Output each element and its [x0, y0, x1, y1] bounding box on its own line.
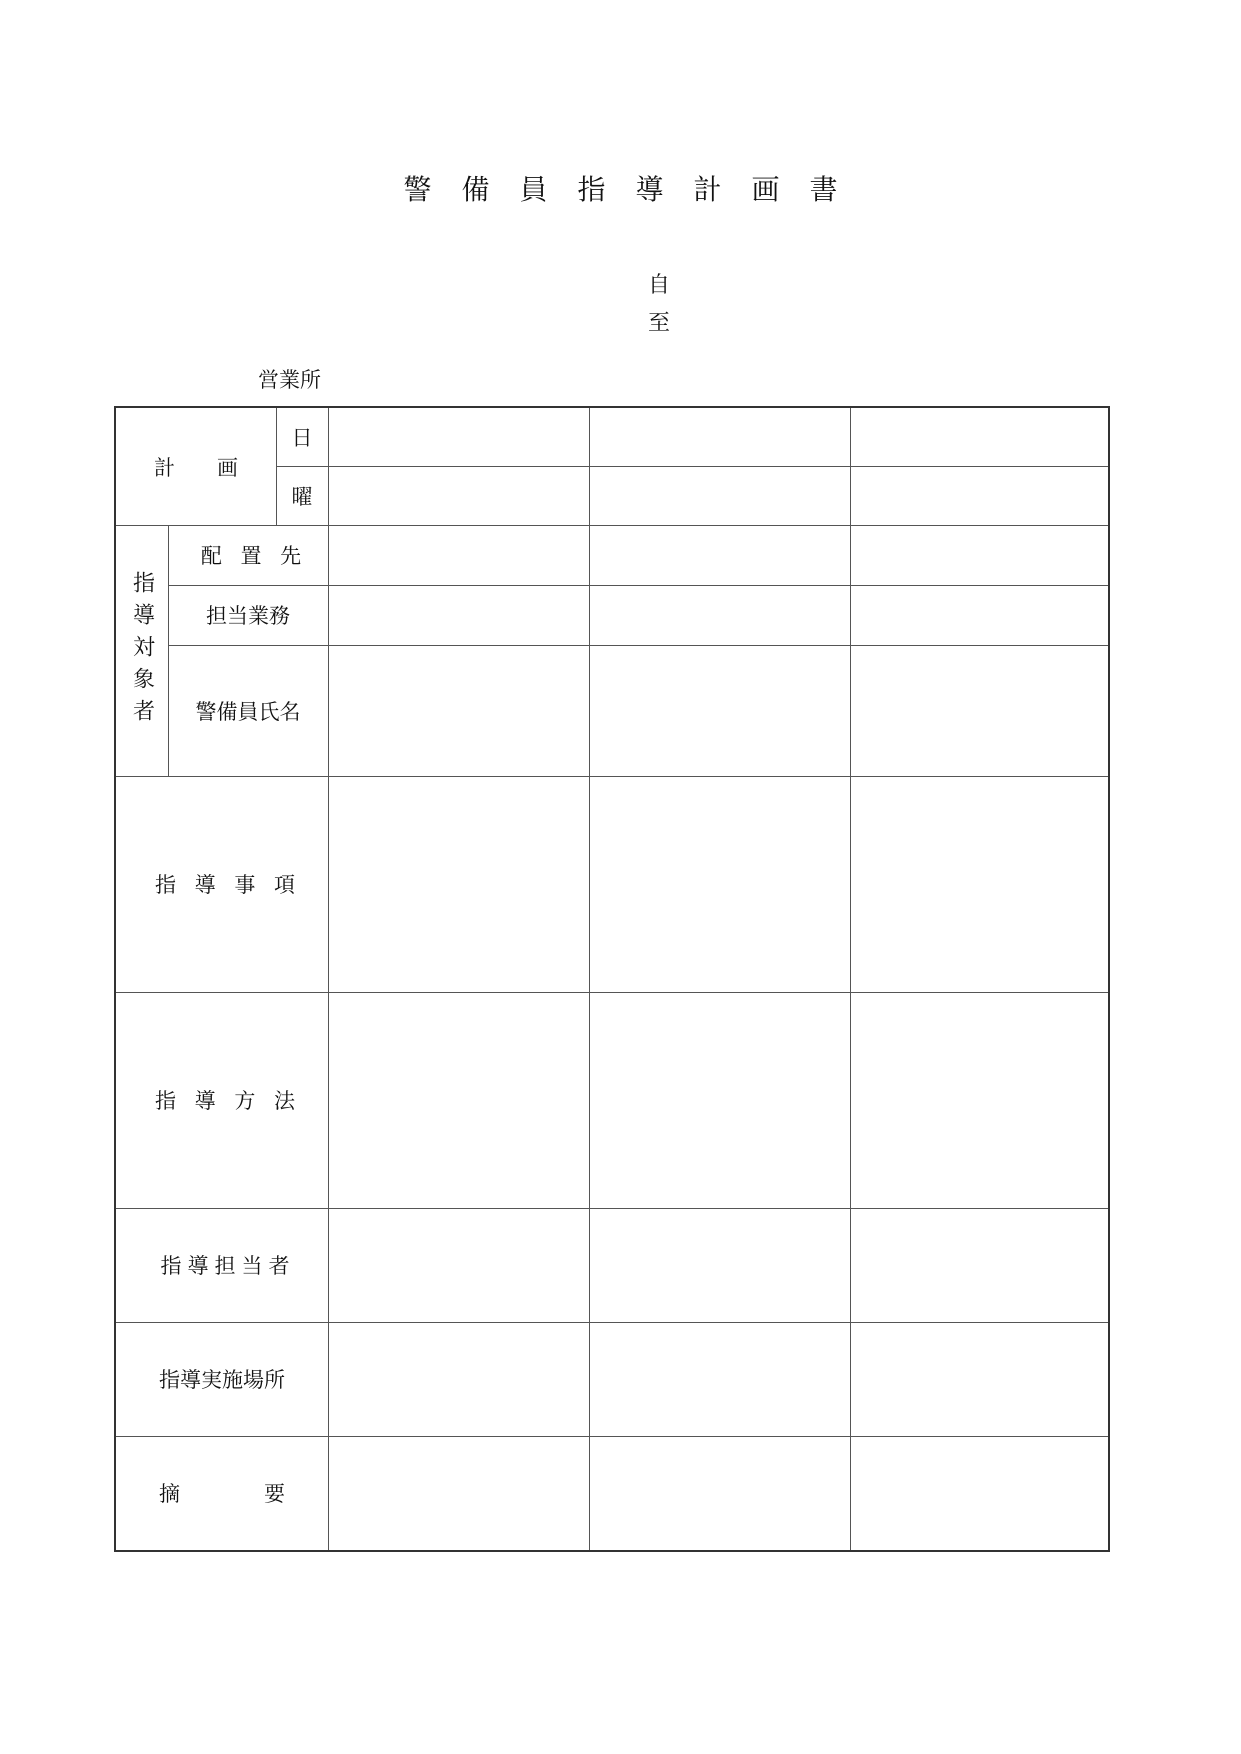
remarks-label: 摘 要 — [159, 1482, 285, 1506]
day-cell[interactable] — [590, 408, 850, 466]
guidance-items-label: 指 導 事 項 — [154, 873, 302, 897]
period-from-label: 自 — [648, 273, 671, 298]
guidance-method-cell[interactable] — [590, 993, 850, 1208]
assignment-label: 配 置 先 — [200, 544, 308, 568]
remarks-cell[interactable] — [851, 1437, 1108, 1550]
weekday-cell[interactable] — [329, 467, 589, 525]
duty-cell[interactable] — [851, 586, 1108, 645]
instructor-cell[interactable] — [329, 1209, 589, 1322]
day-cell[interactable] — [851, 408, 1108, 466]
duty-cell[interactable] — [329, 586, 589, 645]
weekday-cell[interactable] — [851, 467, 1108, 525]
duty-cell[interactable] — [590, 586, 850, 645]
day-label: 日 — [291, 426, 313, 450]
guidance-plan-table — [114, 406, 1110, 1552]
guidance-method-label: 指 導 方 法 — [154, 1089, 302, 1113]
duty-label: 担当業務 — [206, 604, 290, 628]
guidance-items-cell[interactable] — [851, 777, 1108, 992]
period-to-label: 至 — [648, 311, 671, 336]
instructor-cell[interactable] — [590, 1209, 850, 1322]
guard-name-cell[interactable] — [851, 646, 1108, 776]
assignment-cell[interactable] — [851, 526, 1108, 585]
instructor-label: 指導担当者 — [160, 1254, 296, 1278]
document-title: 警備員指導計画書 — [403, 173, 868, 206]
guard-name-cell[interactable] — [329, 646, 589, 776]
venue-cell[interactable] — [329, 1323, 589, 1436]
remarks-cell[interactable] — [590, 1437, 850, 1550]
guidance-method-cell[interactable] — [851, 993, 1108, 1208]
remarks-cell[interactable] — [329, 1437, 589, 1550]
guidance-items-cell[interactable] — [329, 777, 589, 992]
guidance-items-cell[interactable] — [590, 777, 850, 992]
office-label: 営業所 — [258, 368, 321, 392]
target-group-cell — [116, 525, 168, 776]
target-group-label: 指導対象者 — [129, 570, 155, 731]
guard-name-label: 警備員氏名 — [195, 699, 301, 724]
weekday-label: 曜 — [291, 484, 313, 509]
venue-label: 指導実施場所 — [159, 1368, 285, 1392]
weekday-cell[interactable] — [590, 467, 850, 525]
venue-cell[interactable] — [590, 1323, 850, 1436]
assignment-cell[interactable] — [329, 526, 589, 585]
day-cell[interactable] — [329, 408, 589, 466]
instructor-cell[interactable] — [851, 1209, 1108, 1322]
guidance-method-cell[interactable] — [329, 993, 589, 1208]
guard-name-cell[interactable] — [590, 646, 850, 776]
venue-cell[interactable] — [851, 1323, 1108, 1436]
assignment-cell[interactable] — [590, 526, 850, 585]
plan-label: 計 画 — [154, 455, 238, 480]
